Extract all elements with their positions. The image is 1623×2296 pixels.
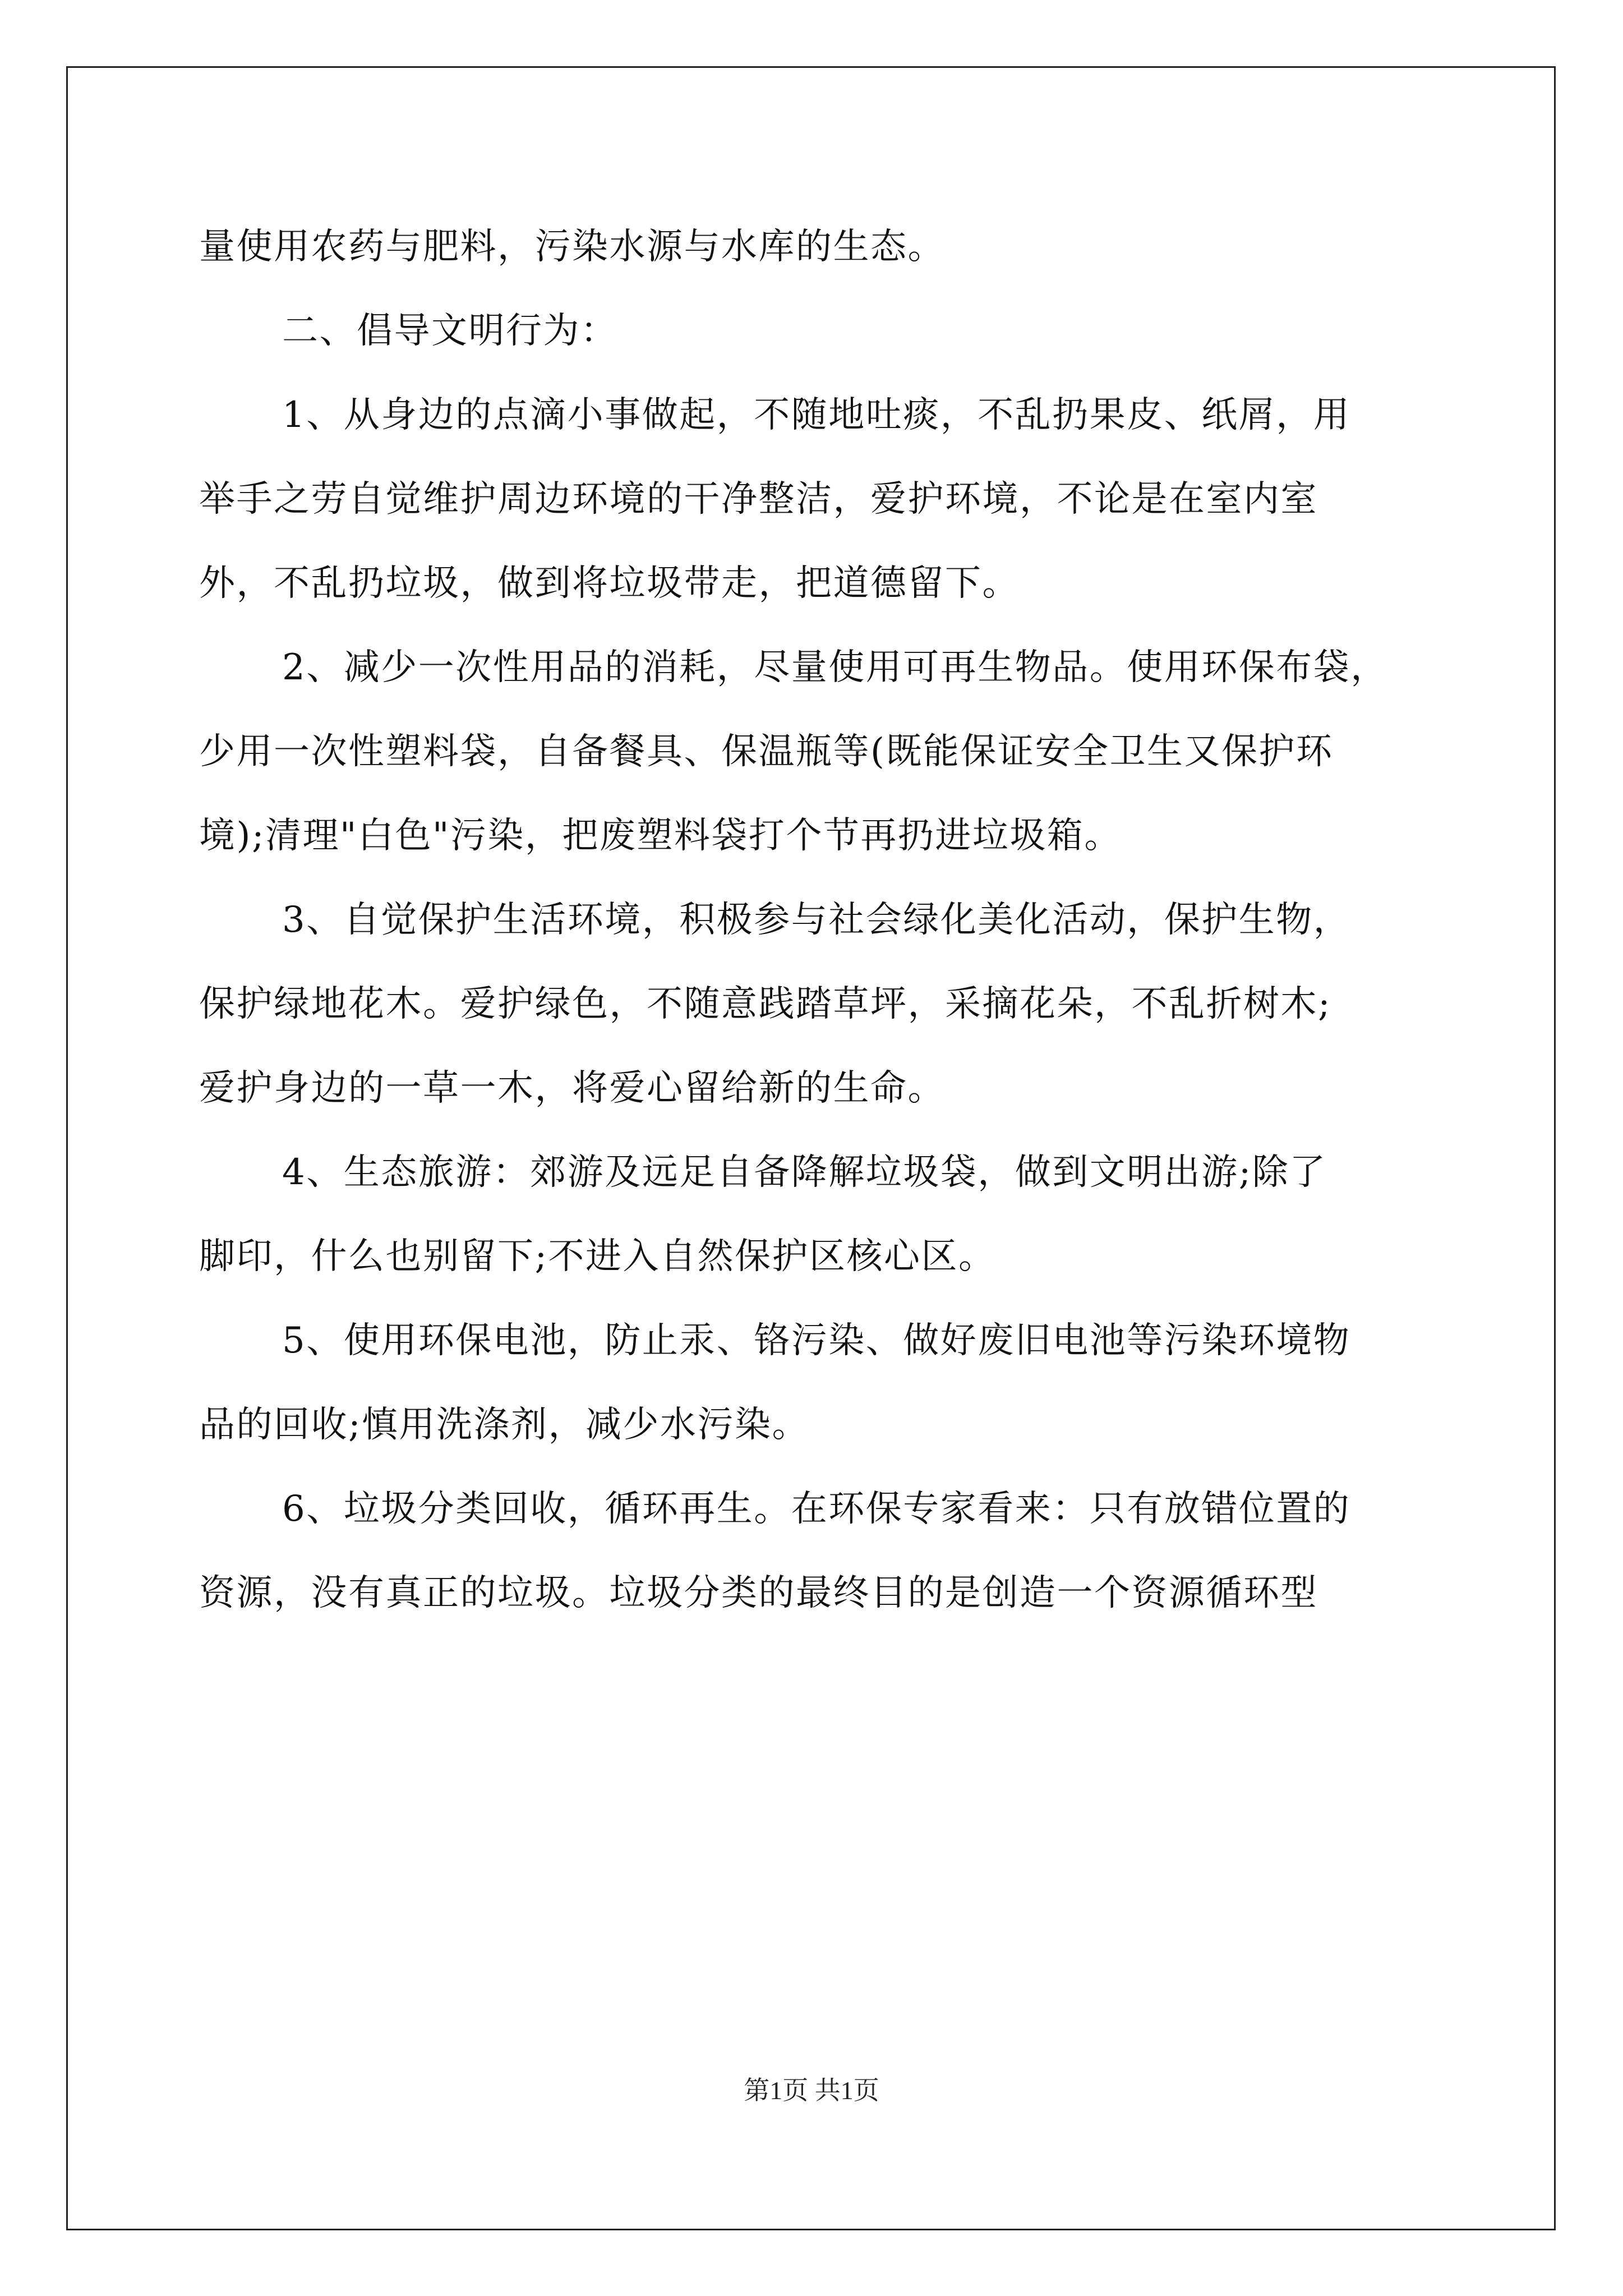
section-heading: 二、倡导文明行为： <box>282 310 618 352</box>
text-line: 5、使用环保电池，防止汞、铬污染、做好废旧电池等污染环境物 <box>282 1320 1351 1361</box>
text-line: 保护绿地花木。爱护绿色，不随意践踏草坪，采摘花朵，不乱折树木; <box>199 983 1332 1025</box>
page-footer: 第1页 共1页 <box>744 2076 879 2105</box>
text-line: 3、自觉保护生活环境，积极参与社会绿化美化活动，保护生物， <box>282 899 1351 941</box>
text-line: 品的回收;慎用洗涤剂，减少水污染。 <box>199 1404 810 1446</box>
text-line: 爱护身边的一草一木，将爱心留给新的生命。 <box>199 1068 945 1109</box>
text-line: 4、生态旅游：郊游及远足自备降解垃圾袋，做到文明出游;除了 <box>282 1152 1327 1193</box>
text-line: 境);清理"白色"污染，把废塑料袋打个节再扔进垃圾箱。 <box>199 815 1122 857</box>
text-line: 脚印，什么也别留下;不进入自然保护区核心区。 <box>199 1236 996 1277</box>
text-line: 6、垃圾分类回收，循环再生。在环保专家看来：只有放错位置的 <box>282 1488 1351 1530</box>
document-body <box>199 205 1436 1635</box>
text-line: 举手之劳自觉维护周边环境的干净整洁，爱护环境，不论是在室内室 <box>199 478 1318 520</box>
text-line: 外，不乱扔垃圾，做到将垃圾带走，把道德留下。 <box>199 563 1020 604</box>
text-line: 少用一次性塑料袋，自备餐具、保温瓶等(既能保证安全卫生又保护环 <box>199 731 1334 772</box>
text-line: 资源，没有真正的垃圾。垃圾分类的最终目的是创造一个资源循环型 <box>199 1572 1318 1614</box>
text-line: 2、减少一次性用品的消耗，尽量使用可再生物品。使用环保布袋， <box>282 647 1388 688</box>
text-line: 量使用农药与肥料，污染水源与水库的生态。 <box>199 226 945 268</box>
text-line: 1、从身边的点滴小事做起，不随地吐痰，不乱扔果皮、纸屑，用 <box>282 394 1351 436</box>
